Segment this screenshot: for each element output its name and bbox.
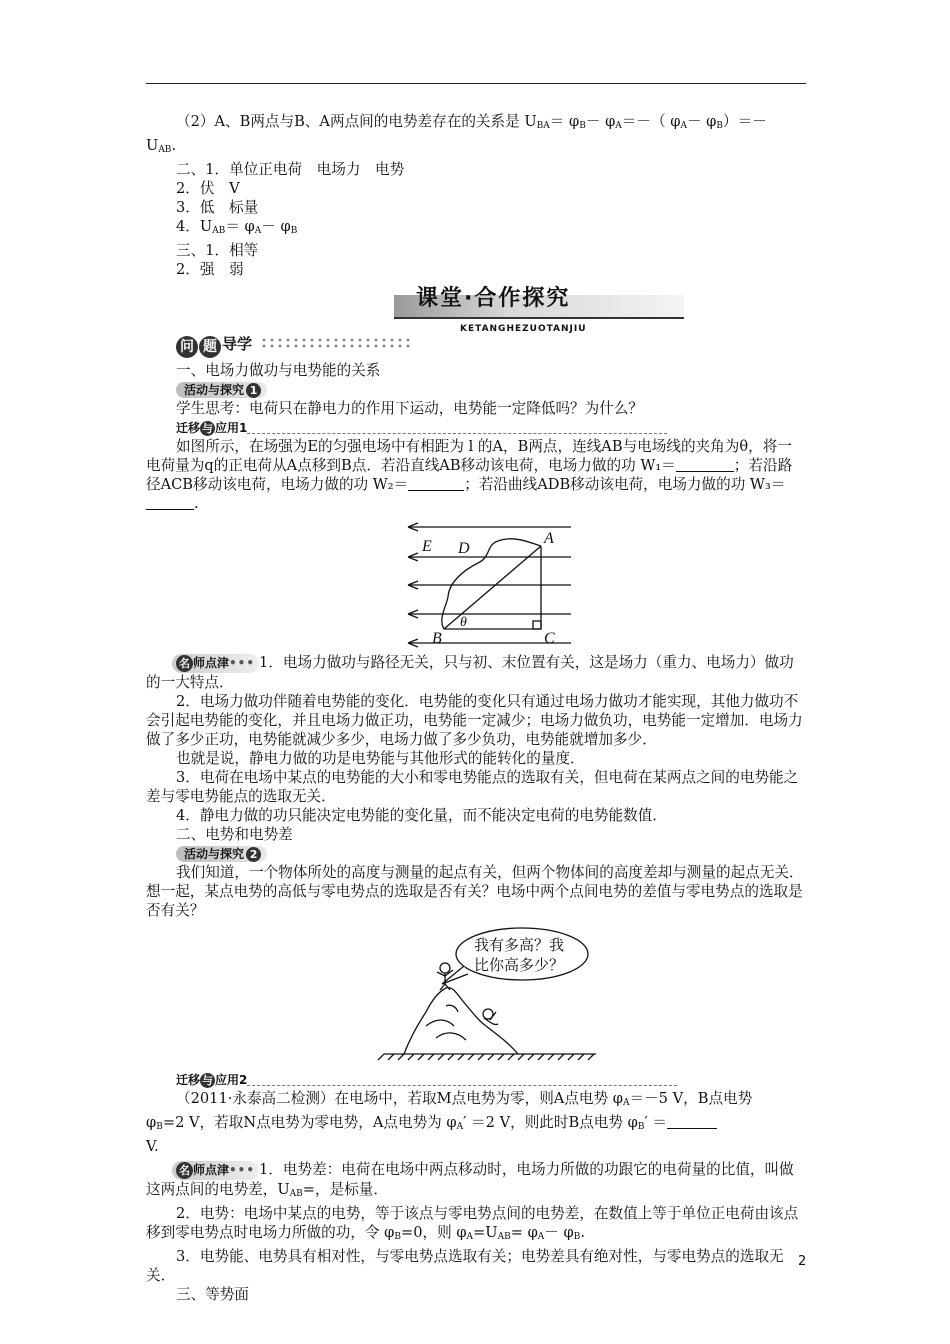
blank-w2 bbox=[408, 490, 464, 491]
answer-line-5: 3．低 标量 bbox=[176, 199, 259, 216]
electric-field-figure bbox=[146, 519, 806, 649]
teacher-tag-1 bbox=[172, 654, 259, 673]
section-1-heading: 一、电场力做功与电势能的关系 bbox=[176, 362, 381, 379]
activity-tag-number: 1 bbox=[246, 383, 261, 398]
curve-ADB bbox=[442, 539, 541, 629]
application-tag-1 bbox=[146, 418, 806, 437]
banner-pinyin: KETANGHEZUOTANJIU bbox=[460, 324, 587, 334]
activity-1-question: 学生思考：电荷只在静电力的作用下运动，电势能一定降低吗？为什么？ bbox=[176, 400, 644, 417]
mountain bbox=[404, 988, 518, 1054]
app-label-b: 应用2 bbox=[215, 1073, 248, 1087]
activity-tag-label: 活动与探究 bbox=[184, 383, 245, 397]
section-2-heading: 二、电势和电势差 bbox=[176, 826, 293, 843]
label-E: E bbox=[422, 538, 432, 555]
application-1-text: 如图所示，在场强为E的匀强电场中有相距为 l 的A，B两点，连线AB与电场线的夹角为θ，将一电荷量为q的正电荷从A点移到B点．若沿直线AB移动该电荷，电场力做的功 W₁＝ ；若沿路径ACB移动该电荷，电场力做的功 W₂＝ ；若沿曲线ADB移动该电荷，电场力做的功 W₃＝. bbox=[146, 438, 793, 512]
blank-phiB bbox=[667, 1128, 717, 1129]
teacher-tag-char: 名 bbox=[176, 1162, 193, 1179]
app-dashline bbox=[247, 1085, 677, 1086]
page-number: 2 bbox=[798, 1254, 807, 1269]
answer-line-7: 三、1．相等 bbox=[176, 242, 259, 259]
app-label-a: 迁移 bbox=[176, 421, 201, 435]
banner-title: 课堂·合作探究 bbox=[416, 286, 571, 311]
application-tag-2 bbox=[146, 1070, 806, 1089]
teacher-note-2-line-1: 名 师点津••• 1．电势差：电荷在电场中两点移动时，电场力所做的功跟它的电荷量的比值，叫做这两点间的电势差，$U_{AB}=$，是标量． bbox=[146, 1161, 794, 1199]
teacher-note-2-point-3: 3．电势能、电势具有相对性，与零电势点选取有关；电势差具有绝对性，与零电势点的选取无关． bbox=[146, 1248, 784, 1284]
section-banner bbox=[146, 283, 806, 335]
teacher-tag-char: 名 bbox=[176, 655, 193, 672]
blank-w1 bbox=[676, 471, 734, 472]
answer-line-8: 2．强 弱 bbox=[176, 261, 244, 278]
blank-w3 bbox=[146, 509, 194, 510]
section-3-heading: 三、等势面 bbox=[176, 1286, 249, 1303]
label-D: D bbox=[458, 540, 470, 557]
guide-char-1: 问 bbox=[176, 336, 198, 358]
teacher-note-1-line-1: 名 师点津••• 1．电场力做功与路径无关，只与初、末位置有关，这是场力（重力、电场力）做功的一大特点． bbox=[146, 654, 794, 691]
page-body bbox=[146, 112, 806, 1304]
answer-line-2: $U_{AB}$. bbox=[146, 137, 177, 155]
bubble-text-2: 比你高多少？ bbox=[474, 956, 565, 974]
label-C: C bbox=[544, 630, 555, 647]
app-label-b: 应用1 bbox=[215, 421, 248, 435]
label-A: A bbox=[544, 530, 554, 547]
teacher-tag-2 bbox=[172, 1161, 259, 1180]
guide-heading bbox=[176, 335, 806, 361]
answer-line-1: （2）A、B两点与B、A两点间的电势差存在的关系是 $U_{BA}= \varphi_B- \varphi_A=-$（ $\varphi_A- \varphi_B)=-$ bbox=[176, 113, 767, 131]
activity-tag-2 bbox=[146, 844, 806, 863]
activity-tag-1 bbox=[146, 380, 806, 399]
bubble-text-1: 我有多高？我 bbox=[474, 936, 565, 954]
answer-line-6: 4．$U_{AB}= \varphi_A- \varphi_B$ bbox=[176, 218, 298, 236]
app-label-mid: 与 bbox=[202, 1074, 214, 1087]
teacher-tag-dots: ••• bbox=[229, 656, 256, 670]
teacher-tag-label: 师点津 bbox=[193, 656, 230, 670]
answer-line-4: 2．伏 V bbox=[176, 180, 240, 197]
activity-tag-label: 活动与探究 bbox=[184, 847, 245, 861]
teacher-note-1-point-4: 4．静电力做的功只能决定电势能的变化量，而不能决定电荷的电势能数值． bbox=[176, 807, 667, 824]
stick-figure-head bbox=[440, 963, 450, 973]
activity-2-text: 我们知道，一个物体所处的高度与测量的起点有关，但两个物体间的高度差却与测量的起点无关．想一起，某点电势的高低与零电势点的选取是否有关？电场中两个点间电势的差值与零电势点的选取是否有关？ bbox=[146, 864, 804, 919]
teacher-note-2-point-2: 2．电势：电场中某点的电势，等于该点与零电势点间的电势差，在数值上等于单位正电荷由该点移到零电势点时电场力所做的功，令 $\varphi_B=0$，则 $\varphi_A=U_{AB}= \varphi_A- \varphi_B$. bbox=[146, 1205, 799, 1242]
label-theta: θ bbox=[460, 615, 467, 630]
guide-dots bbox=[260, 337, 410, 349]
mountain-figure bbox=[146, 926, 806, 1066]
teacher-tag-label: 师点津 bbox=[193, 1163, 230, 1177]
application-2-line-3: V. bbox=[146, 1138, 159, 1155]
guide-tail: 导学 bbox=[222, 335, 253, 353]
banner-underline bbox=[394, 317, 684, 319]
header-rule bbox=[146, 83, 806, 84]
app-label-a: 迁移 bbox=[176, 1073, 201, 1087]
app-label-mid: 与 bbox=[202, 422, 214, 435]
answer-line-3: 二、1．单位正电荷 电场力 电势 bbox=[176, 161, 405, 178]
teacher-note-1-point-2: 2．电场力做功伴随着电势能的变化．电势能的变化只有通过电场力做功才能实现，其他力做功不会引起电势能的变化，并且电场力做正功，电势能一定减少；电场力做负功，电势能一定增加．电场力做了多少正功，电势能就减少多少，电场力做了多少负功，电势能就增加多少． bbox=[146, 693, 803, 748]
activity-tag-number: 2 bbox=[246, 847, 261, 862]
application-2-line-1: （2011·永泰高二检测）在电场中，若取M点电势为零，则A点电势 $\varphi_A=-5$ V，B点电势 bbox=[176, 1090, 753, 1108]
teacher-tag-dots: ••• bbox=[229, 1163, 256, 1177]
app-dashline bbox=[247, 433, 667, 434]
teacher-note-1-point-summary: 也就是说，静电力做的功是电势能与其他形式的能转化的量度． bbox=[176, 750, 585, 767]
line-AB bbox=[444, 546, 541, 629]
guide-char-2: 题 bbox=[199, 336, 221, 358]
label-B: B bbox=[432, 630, 442, 647]
application-2-line-2: $\varphi_B=2$ V，若取N点电势为零电势，A点电势为 $\varphi_A' =2$ V，则此时B点电势 $\varphi_B'$ ＝ bbox=[146, 1113, 806, 1137]
teacher-note-1-point-3: 3．电荷在电场中某点的电势能的大小和零电势能点的选取有关，但电荷在某两点之间的电势能之差与零电势能点的选取无关． bbox=[146, 769, 799, 805]
